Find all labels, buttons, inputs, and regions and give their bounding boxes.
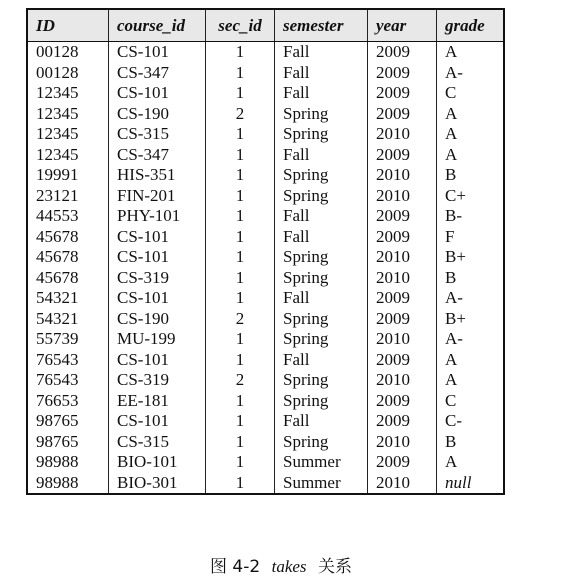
cell-id: 12345 [27,124,109,145]
cell-year: 2009 [368,83,437,104]
cell-id: 98988 [27,452,109,473]
cell-course-id: FIN-201 [109,186,206,207]
header-year: year [368,9,437,42]
cell-sec-id: 1 [206,391,275,412]
table-row [27,186,504,207]
cell-course-id: CS-101 [109,288,206,309]
cell-semester: Spring [275,309,368,330]
header-grade: grade [437,9,505,42]
cell-course-id: CS-101 [109,411,206,432]
cell-course-id: CS-101 [109,83,206,104]
caption-suffix: 关系 [317,557,352,577]
cell-semester: Fall [275,288,368,309]
cell-semester: Summer [275,473,368,495]
cell-semester: Spring [275,165,368,186]
cell-grade: B+ [437,309,505,330]
cell-year: 2009 [368,350,437,371]
cell-sec-id: 1 [206,186,275,207]
cell-semester: Spring [275,104,368,125]
cell-year: 2009 [368,42,437,63]
cell-semester: Fall [275,227,368,248]
cell-year: 2009 [368,452,437,473]
cell-semester: Summer [275,452,368,473]
cell-id: 23121 [27,186,109,207]
cell-id: 45678 [27,247,109,268]
cell-course-id: PHY-101 [109,206,206,227]
cell-grade: A [437,145,505,166]
cell-year: 2010 [368,268,437,289]
cell-semester: Fall [275,350,368,371]
cell-grade: A- [437,63,505,84]
cell-semester: Spring [275,432,368,453]
table-body [27,42,504,495]
caption-relation-name: takes [271,557,307,576]
header-semester: semester [275,9,368,42]
table-row [27,350,504,371]
cell-year: 2009 [368,63,437,84]
cell-id: 76543 [27,350,109,371]
table-row [27,391,504,412]
cell-course-id: CS-101 [109,247,206,268]
cell-grade: A [437,42,505,63]
cell-sec-id: 2 [206,309,275,330]
table-row [27,370,504,391]
cell-course-id: CS-347 [109,145,206,166]
cell-sec-id: 1 [206,63,275,84]
cell-year: 2009 [368,227,437,248]
cell-year: 2009 [368,411,437,432]
table-row [27,309,504,330]
table-row [27,42,504,63]
cell-grade: null [437,473,505,495]
cell-semester: Spring [275,370,368,391]
cell-course-id: BIO-301 [109,473,206,495]
cell-year: 2010 [368,124,437,145]
cell-grade: B+ [437,247,505,268]
cell-semester: Fall [275,83,368,104]
cell-id: 98988 [27,473,109,495]
table-row [27,83,504,104]
cell-year: 2010 [368,370,437,391]
cell-semester: Fall [275,63,368,84]
cell-year: 2010 [368,247,437,268]
takes-table [26,8,505,495]
cell-course-id: EE-181 [109,391,206,412]
cell-id: 54321 [27,309,109,330]
header-id: ID [27,9,109,42]
cell-course-id: HIS-351 [109,165,206,186]
cell-id: 00128 [27,42,109,63]
cell-id: 45678 [27,268,109,289]
cell-sec-id: 1 [206,350,275,371]
table-header [27,9,504,42]
cell-year: 2009 [368,206,437,227]
cell-semester: Spring [275,124,368,145]
table-row [27,104,504,125]
cell-id: 76543 [27,370,109,391]
figure-caption [0,552,562,577]
cell-course-id: CS-101 [109,350,206,371]
cell-id: 12345 [27,83,109,104]
cell-sec-id: 1 [206,288,275,309]
cell-course-id: CS-190 [109,309,206,330]
table-row [27,411,504,432]
table-row [27,473,504,495]
cell-grade: B- [437,206,505,227]
cell-sec-id: 1 [206,247,275,268]
cell-id: 98765 [27,411,109,432]
cell-id: 12345 [27,145,109,166]
cell-semester: Fall [275,42,368,63]
cell-sec-id: 1 [206,432,275,453]
cell-grade: A [437,124,505,145]
cell-id: 76653 [27,391,109,412]
header-sec-id: sec_id [206,9,275,42]
cell-sec-id: 1 [206,83,275,104]
cell-sec-id: 1 [206,145,275,166]
table-row [27,206,504,227]
cell-year: 2009 [368,104,437,125]
cell-sec-id: 1 [206,452,275,473]
cell-id: 54321 [27,288,109,309]
cell-id: 00128 [27,63,109,84]
cell-grade: C [437,83,505,104]
cell-grade: A [437,350,505,371]
cell-year: 2010 [368,186,437,207]
cell-course-id: CS-319 [109,268,206,289]
cell-sec-id: 1 [206,124,275,145]
cell-year: 2009 [368,288,437,309]
cell-sec-id: 1 [206,165,275,186]
cell-year: 2010 [368,329,437,350]
cell-course-id: BIO-101 [109,452,206,473]
cell-semester: Fall [275,206,368,227]
table-row [27,145,504,166]
caption-figure-label: 图 4-2 [210,557,261,577]
cell-sec-id: 1 [206,206,275,227]
cell-course-id: CS-315 [109,124,206,145]
table-row [27,268,504,289]
cell-course-id: CS-319 [109,370,206,391]
cell-id: 12345 [27,104,109,125]
cell-course-id: MU-199 [109,329,206,350]
cell-grade: A [437,452,505,473]
cell-year: 2009 [368,145,437,166]
cell-grade: A [437,370,505,391]
cell-sec-id: 1 [206,227,275,248]
cell-course-id: CS-101 [109,227,206,248]
cell-course-id: CS-190 [109,104,206,125]
cell-semester: Spring [275,391,368,412]
cell-grade: C+ [437,186,505,207]
cell-semester: Spring [275,186,368,207]
cell-sec-id: 1 [206,411,275,432]
table-row [27,247,504,268]
cell-grade: A [437,104,505,125]
cell-semester: Fall [275,145,368,166]
cell-grade: B [437,165,505,186]
cell-year: 2010 [368,473,437,495]
cell-year: 2009 [368,391,437,412]
cell-id: 45678 [27,227,109,248]
table-row [27,63,504,84]
cell-grade: B [437,432,505,453]
header-course-id: course_id [109,9,206,42]
cell-grade: C- [437,411,505,432]
table-row [27,124,504,145]
cell-semester: Spring [275,247,368,268]
cell-id: 19991 [27,165,109,186]
header-row [27,9,504,42]
cell-grade: B [437,268,505,289]
table-row [27,452,504,473]
cell-course-id: CS-347 [109,63,206,84]
table-row [27,329,504,350]
cell-id: 55739 [27,329,109,350]
cell-grade: A- [437,288,505,309]
table-row [27,165,504,186]
cell-course-id: CS-101 [109,42,206,63]
cell-sec-id: 1 [206,329,275,350]
cell-sec-id: 1 [206,473,275,495]
cell-grade: F [437,227,505,248]
cell-year: 2009 [368,309,437,330]
cell-id: 98765 [27,432,109,453]
table-row [27,432,504,453]
cell-grade: C [437,391,505,412]
table-row [27,288,504,309]
cell-semester: Spring [275,268,368,289]
cell-sec-id: 1 [206,42,275,63]
cell-sec-id: 2 [206,104,275,125]
table-row [27,227,504,248]
cell-sec-id: 2 [206,370,275,391]
cell-year: 2010 [368,432,437,453]
cell-year: 2010 [368,165,437,186]
cell-course-id: CS-315 [109,432,206,453]
cell-id: 44553 [27,206,109,227]
cell-semester: Spring [275,329,368,350]
cell-grade: A- [437,329,505,350]
cell-sec-id: 1 [206,268,275,289]
cell-semester: Fall [275,411,368,432]
